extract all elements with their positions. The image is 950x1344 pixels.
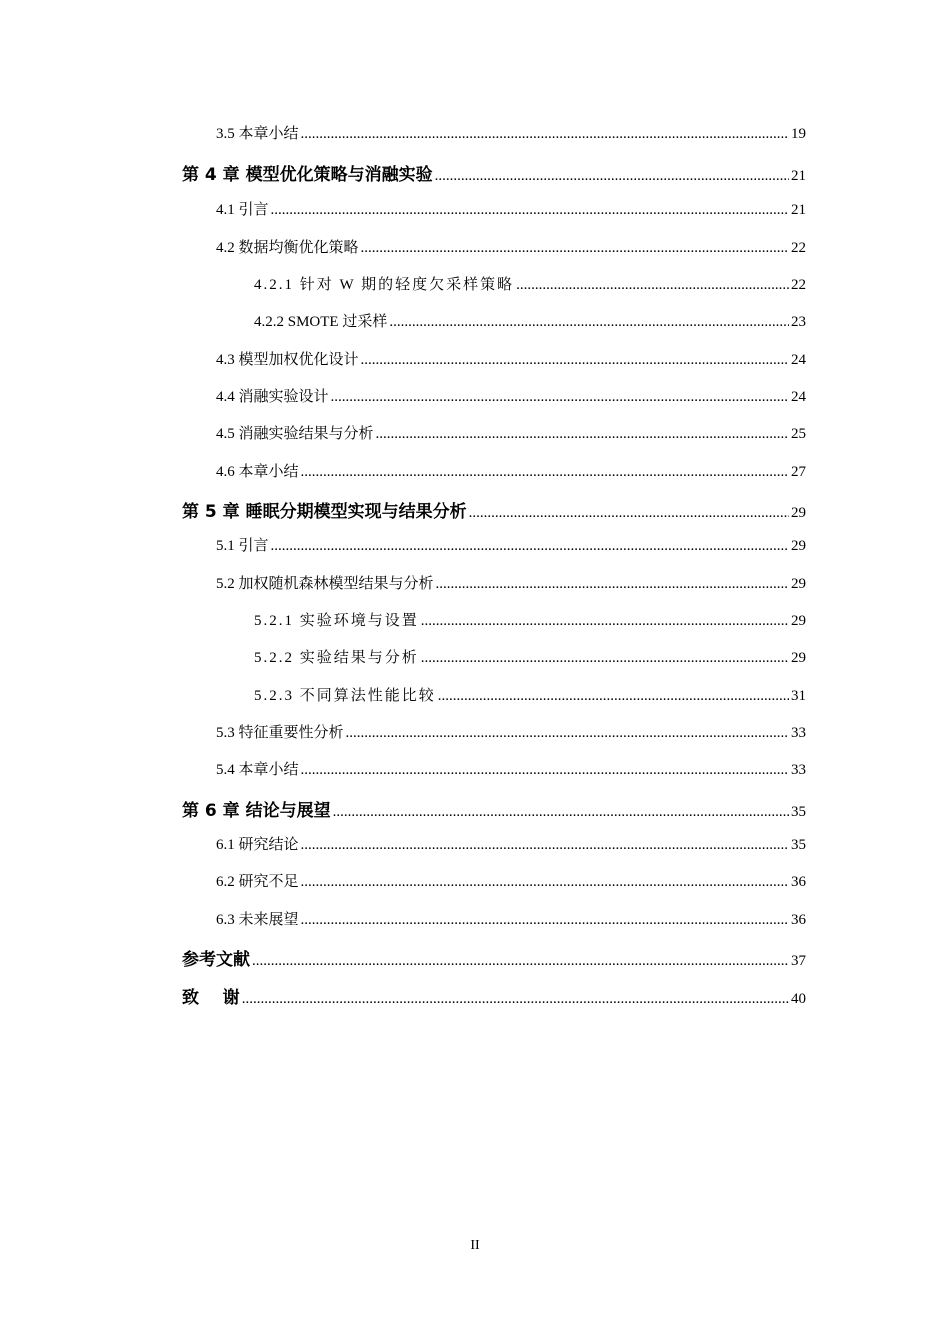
toc-entry-page: 37 bbox=[791, 953, 806, 969]
toc-entry-5-4[interactable] bbox=[0, 758, 806, 779]
toc-entry-6-3[interactable] bbox=[0, 908, 806, 929]
toc-entry-page: 25 bbox=[791, 426, 806, 442]
toc-entry-4-2-2[interactable] bbox=[0, 310, 806, 331]
toc-entry-references[interactable] bbox=[0, 945, 806, 970]
toc-entry-label: 5.2.3 不同算法性能比较 bbox=[254, 688, 436, 704]
page-number: II bbox=[470, 1238, 480, 1253]
toc-entry-label: 4.6 本章小结 bbox=[216, 464, 299, 480]
toc-entry-label: 6.2 研究不足 bbox=[216, 874, 299, 890]
toc-entry-4-3[interactable] bbox=[0, 348, 806, 369]
toc-entry-4-2-1[interactable] bbox=[0, 273, 806, 294]
toc-entry-page: 24 bbox=[791, 389, 806, 405]
toc-entry-label: 5.1 引言 bbox=[216, 538, 269, 554]
toc-leader-dots bbox=[421, 613, 789, 630]
toc-entry-5-2-2[interactable] bbox=[0, 646, 806, 667]
toc-leader-dots bbox=[301, 464, 789, 481]
toc-leader-dots bbox=[436, 576, 789, 593]
toc-entry-acknowledgements[interactable] bbox=[0, 983, 806, 1008]
toc-entry-page: 40 bbox=[791, 991, 806, 1007]
toc-entry-label: 5.4 本章小结 bbox=[216, 762, 299, 778]
toc-entry-label: 5.3 特征重要性分析 bbox=[216, 725, 344, 741]
toc-entry-page: 33 bbox=[791, 762, 806, 778]
toc-entry-5-2[interactable] bbox=[0, 572, 806, 593]
toc-leader-dots bbox=[331, 389, 789, 406]
toc-entry-page: 29 bbox=[791, 576, 806, 592]
toc-leader-dots bbox=[271, 538, 789, 555]
toc-entry-label: 4.2 数据均衡优化策略 bbox=[216, 240, 359, 256]
toc-leader-dots bbox=[361, 240, 789, 257]
toc-leader-dots bbox=[301, 762, 789, 779]
toc-entry-page: 24 bbox=[791, 352, 806, 368]
toc-entry-5-2-1[interactable] bbox=[0, 609, 806, 630]
toc-leader-dots bbox=[333, 804, 789, 821]
toc-entry-label: 5.2.1 实验环境与设置 bbox=[254, 613, 419, 629]
toc-entry-page: 35 bbox=[791, 837, 806, 853]
toc-entry-3-5[interactable] bbox=[0, 122, 806, 143]
toc-entry-4-4[interactable] bbox=[0, 385, 806, 406]
toc-entry-5-3[interactable] bbox=[0, 721, 806, 742]
toc-entry-label: 4.1 引言 bbox=[216, 202, 269, 218]
toc-leader-dots bbox=[516, 277, 789, 294]
toc-leader-dots bbox=[271, 202, 789, 219]
toc-leader-dots bbox=[301, 912, 789, 929]
toc-entry-page: 29 bbox=[791, 505, 806, 521]
toc-leader-dots bbox=[469, 505, 789, 522]
toc-entry-6-1[interactable] bbox=[0, 833, 806, 854]
toc-entry-label: 4.2.1 针对 W 期的轻度欠采样策略 bbox=[254, 277, 515, 293]
toc-entry-label: 4.3 模型加权优化设计 bbox=[216, 352, 359, 368]
toc-entry-chapter-5[interactable] bbox=[0, 497, 806, 522]
toc-entry-label: 第 4 章 模型优化策略与消融实验 bbox=[182, 165, 433, 185]
toc-leader-dots bbox=[435, 168, 789, 185]
toc-leader-dots bbox=[376, 426, 789, 443]
toc-entry-label: 第 6 章 结论与展望 bbox=[182, 801, 331, 821]
toc-entry-5-2-3[interactable] bbox=[0, 684, 806, 705]
toc-leader-dots bbox=[301, 874, 789, 891]
toc-leader-dots bbox=[389, 314, 789, 331]
toc-entry-page: 22 bbox=[791, 240, 806, 256]
toc-entry-page: 31 bbox=[791, 688, 806, 704]
toc-entry-page: 29 bbox=[791, 650, 806, 666]
toc-entry-label: 5.2 加权随机森林模型结果与分析 bbox=[216, 576, 434, 592]
toc-leader-dots bbox=[301, 837, 789, 854]
toc-entry-page: 35 bbox=[791, 804, 806, 820]
toc-leader-dots bbox=[438, 688, 789, 705]
toc-entry-chapter-6[interactable] bbox=[0, 796, 806, 821]
toc-entry-5-1[interactable] bbox=[0, 534, 806, 555]
toc-entry-page: 23 bbox=[791, 314, 806, 330]
toc-entry-label: 第 5 章 睡眠分期模型实现与结果分析 bbox=[182, 502, 467, 522]
toc-entry-label: 5.2.2 实验结果与分析 bbox=[254, 650, 419, 666]
toc-entry-page: 21 bbox=[791, 202, 806, 218]
toc-leader-dots bbox=[346, 725, 789, 742]
toc-entry-page: 19 bbox=[791, 126, 806, 142]
toc-entry-page: 29 bbox=[791, 538, 806, 554]
toc-leader-dots bbox=[301, 126, 789, 143]
toc-entry-label: 4.5 消融实验结果与分析 bbox=[216, 426, 374, 442]
toc-leader-dots bbox=[421, 650, 789, 667]
toc-entry-4-1[interactable] bbox=[0, 198, 806, 219]
toc-entry-page: 29 bbox=[791, 613, 806, 629]
toc-entry-page: 21 bbox=[791, 168, 806, 184]
toc-entry-4-5[interactable] bbox=[0, 422, 806, 443]
toc-entry-page: 22 bbox=[791, 277, 806, 293]
toc-entry-6-2[interactable] bbox=[0, 870, 806, 891]
toc-entry-page: 33 bbox=[791, 725, 806, 741]
toc-entry-page: 36 bbox=[791, 912, 806, 928]
toc-entry-label: 6.3 未来展望 bbox=[216, 912, 299, 928]
toc-leader-dots bbox=[361, 352, 789, 369]
toc-entry-label: 4.2.2 SMOTE 过采样 bbox=[254, 314, 388, 330]
toc-entry-page: 36 bbox=[791, 874, 806, 890]
toc-leader-dots bbox=[242, 991, 789, 1008]
toc-entry-label: 6.1 研究结论 bbox=[216, 837, 299, 853]
toc-entry-4-2[interactable] bbox=[0, 236, 806, 257]
toc-entry-label: 4.4 消融实验设计 bbox=[216, 389, 329, 405]
toc-entry-4-6[interactable] bbox=[0, 460, 806, 481]
toc-entry-label: 3.5 本章小结 bbox=[216, 126, 299, 142]
toc-leader-dots bbox=[252, 953, 789, 970]
toc-entry-chapter-4[interactable] bbox=[0, 160, 806, 185]
toc-entry-page: 27 bbox=[791, 464, 806, 480]
toc-entry-label: 致 谢 bbox=[182, 988, 240, 1008]
toc-entry-label: 参考文献 bbox=[182, 950, 250, 970]
